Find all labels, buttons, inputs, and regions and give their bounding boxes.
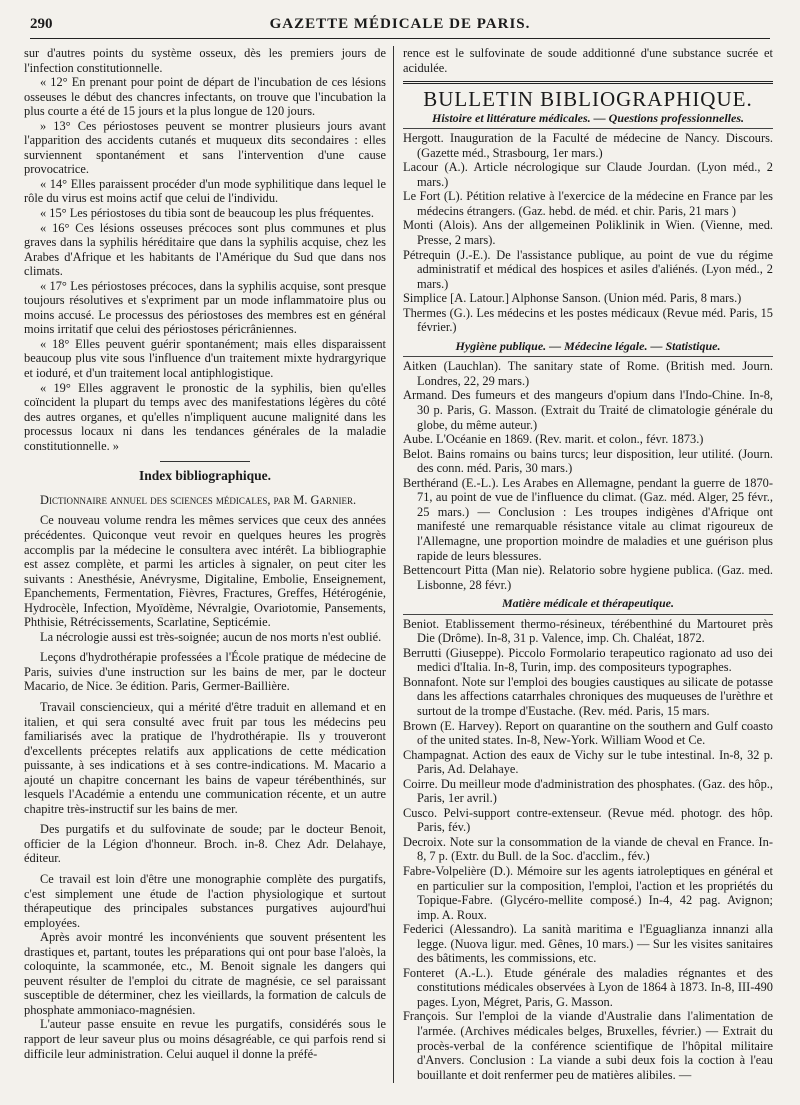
divider [403,614,773,615]
biblio-entry: Brown (E. Harvey). Report on quarantine on the southern and Gulf coasto of the united states. In-8, New-York. William Wood et Ce. [403,718,773,748]
section-heading: Hygiène publique. — Médecine légale. — Statistique. [455,338,721,353]
biblio-entry: François. Sur l'emploi de la viande d'Australie dans l'alimentation de l'armée. (Archives médicales belges, Bruxelles, février.) — Extrait du procès-verbal de la conférence scientifique de l'hôpital militaire d'Anvers. Conclusion : La viande a subi deux fois la coction à l'eau bouillante et doit renfermer peu de matières alibiles. — [403,1009,773,1082]
biblio-entry: Decroix. Note sur la consommation de la viande de cheval en France. In-8, 7 p. (Extr. du Bull. de la Soc. d'acclim., fév.) [403,834,773,864]
biblio-entry: Simplice [A. Latour.] Alphonse Sanson. (Union méd. Paris, 8 mars.) [403,291,742,306]
paragraph: « 16° Ces lésions osseuses précoces sont plus communes et plus graves dans la syphilis héréditaire que dans la syphilis acquise, chez les Arabes d'Afrique et les habitants de l'Amérique du Sud que dans nos climats. [24,220,386,279]
biblio-entry: Federici (Alessandro). La sanità maritima e l'Eguaglianza innanzi alla legge. (Nuova ligur. med. Gênes, 10 mars.) — Sur les visites sanitaires des bâtiments, les commissions, etc. [403,922,773,966]
paragraph: « 19° Elles aggravent le pronostic de la syphilis, bien qu'elles coïncident la plupart du temps avec des manifestations légères du côté des autres organes, et qu'elles n'impliquent aucune malignité dans les processus locaux ni dans les tendances générales de la maladie constitutionnelle. » [24,380,386,453]
review-paragraph: Ce nouveau volume rendra les mêmes services que ceux des années précédentes. Quiconque veut revoir en quelques heures les progrès accomplis par la médecine le consultera avec intérêt. La bibliographie est assez complète, et parmi les articles à signaler, on peut citer les suivants : Anesthésie, Anévrysme, Digitaline, Embolie, Enseignement, Epanchements, Fermentation, Fièvres, Fractures, Greffes, Hétérogénie, Hydrocèle, Infection, Myoïdème, Névralgie, Ovariotomie, Pansements, Phthisie, Rétrécissements, Scarlatine, Septicémie. [24,513,386,630]
book-title: Des purgatifs et du sulfovinate de soude; par le docteur Benoit, officier de la Légion d'honneur. Broch. in-8. Chez Adr. Delahaye, éditeur. [24,822,386,866]
biblio-entry: Monti (Alois). Ans der allgemeinen Poliklinik in Wien. (Vienne, med. Presse, 2 mars). [403,218,773,248]
biblio-entry: Le Fort (L). Pétition relative à l'exercice de la médecine en France par les médecins étrangers. (Gaz. hebd. de méd. et chir. Paris, 21 mars ) [403,189,773,218]
paragraph: sur d'autres points du système osseux, dès les premiers jours de l'infection constitutionnelle. [24,46,386,75]
biblio-entry: Fonteret (A.-L.). Etude générale des maladies régnantes et des constitutions médicales observées à Lyon de 1864 à 1873. In-8, III-490 pages. Lyon, Mégret, Paris, G. Masson. [403,965,773,1009]
biblio-entry: Berrutti (Giuseppe). Piccolo Formolario terapeutico ragionato ad uso dei medici d'Italia. In-8, Turin, imp. des compositeurs typographes. [403,645,773,675]
biblio-entry: Aitken (Lauchlan). The sanitary state of Rome. (British med. Journ. Londres, 22, 29 mars.) [403,359,773,388]
journal-title: GAZETTE MÉDICALE DE PARIS. [269,16,531,32]
divider [403,356,773,357]
bulletin-heading: BULLETIN BIBLIOGRAPHIQUE. [403,81,773,107]
biblio-entry: Belot. Bains romains ou bains turcs; leur disposition, leur utilité. (Journ. des conn. méd. Paris, 30 mars.) [403,446,773,476]
biblio-entry: Bonnafont. Note sur l'emploi des bougies caustiques au silicate de potasse dans les affections catarrhales chroniques des muqueuses de l'urèthre et surtout de la trompe d'Eustache. (Rev. méd. Paris, 15 mars. [403,674,773,718]
biblio-entry: Pétrequin (J.-E.). De l'assistance publique, au point de vue du régime administratif et médical des hospices et asiles d'aliénés. (Lyon méd., 2 mars.) [403,247,773,291]
paragraph: « 17° Les périostoses précoces, dans la syphilis acquise, sont presque toujours résolutives et s'expriment par un mode inflammatoire plus ou moins accusé. Le processus des périostoses des membres est en général moins irritatif que celui des périostoses péricrâniennes. [24,278,386,337]
page-header [30,16,770,39]
review-paragraph: Ce travail est loin d'être une monographie complète des purgatifs, c'est simplement une étude de l'action physiologique et surtout thérapeutique des principales substances purgatives aujourd'hui employées. [24,871,386,930]
biblio-entry: Fabre-Volpelière (D.). Mémoire sur les agents iatroleptiques en général et en particulier sur la composition, l'emploi, l'action et les propriétés du Topique-Fabre. (Glycéro-mellite composé.) In-4, 42 pag. Avignon; imp. A. Roux. [403,863,773,922]
left-column [24,46,386,1061]
paragraph: » 13° Ces périostoses peuvent se montrer plusieurs jours avant l'apparition des accidents cutanés et muqueux dits secondaires : elles surviennent spontanément et sans l'intervention d'une cause provocatrice. [24,118,386,177]
biblio-entry: Aube. L'Océanie en 1869. (Rev. marit. et colon., févr. 1873.) [403,432,704,447]
biblio-entry: Lacour (A.). Article nécrologique sur Claude Jourdan. (Lyon méd., 2 mars.) [403,160,773,189]
paragraph: « 12° En prenant pour point de départ de l'incubation de ces lésions osseuses le début des chancres infectants, on trouve que l'incubation la plus courte a été de 15 jours et la plus longue de 120 jours. [24,75,386,119]
biblio-entry: Thermes (G.). Les médecins et les postes médicaux (Revue méd. Paris, 15 février.) [403,305,773,335]
biblio-entry: Coirre. Du meilleur mode d'administration des phosphates. (Gaz. des hôp., Paris, 1er avril.) [403,776,773,806]
paragraph: « 15° Les périostoses du tibia sont de beaucoup les plus fréquentes. [40,206,374,221]
paragraph: rence est le sulfovinate de soude additionné d'une substance sucrée et acidulée. [403,46,773,75]
index-heading: Index bibliographique. [24,461,386,484]
column-divider [393,46,394,1083]
right-column [403,46,773,1082]
biblio-entry: Armand. Des fumeurs et des mangeurs d'opium dans l'Indo-Chine. In-8, 30 p. Paris, G. Masson. (Extrait du Traité de climatologie générale du globe, du même auteur.) [403,388,773,432]
review-paragraph: Après avoir montré les inconvénients que souvent présentent les drastiques et, partant, toutes les préparations qui ont pour base l'aloès, la coloquinte, la scammonée, etc., M. Benoit signale les dangers qui peuvent résulter de l'emploi du citrate de magnésie, ce sel paraissant susceptible de déterminer, chez les vieillards, la formation de calculs de phosphate ammoniaco-magnésien. [24,930,386,1017]
paragraph: « 14° Elles paraissent procéder d'un mode syphilitique dans lequel le rôle du virus est moins actif que celui de l'individu. [24,176,386,206]
review-paragraph: L'auteur passe ensuite en revue les purgatifs, considérés sous le rapport de leur saveur plus ou moins désagréable, ce qui parfois rend si difficile leur administration. Celui auquel il donne la préfé- [24,1017,386,1061]
page-number: 290 [30,16,53,32]
biblio-entry: Berthérand (E.-L.). Les Arabes en Allemagne, pendant la guerre de 1870-71, au point de vue de l'influence du climat. (Gaz. méd. Alger, 25 févr., 25 mars.) — Conclusion : Les troupes indigènes d'Afrique ont manifesté une remarquable résistance vitale au climat rigoureux de l'Allemagne, une proportion moindre de maladies et une guérison plus rapide de leurs blessures. [403,475,773,563]
biblio-entry: Beniot. Etablissement thermo-résineux, térébenthiné du Martouret près Die (Drôme). In-8, 31 p. Valence, imp. Ch. Chaléat, 1872. [403,616,773,646]
book-title: Leçons d'hydrothérapie professées a l'École pratique de médecine de Paris, suivies d'une instruction sur les bains de mer, par le docteur Macario, de Nice. 3e édition. Paris, Germer-Baillière. [24,650,386,694]
paragraph: « 18° Elles peuvent guérir spontanément; mais elles disparaissent beaucoup plus vite sous l'influence d'un traitement mixte hydrargyrique et ioduré, et d'un traitement local antiphlogistique. [24,336,386,381]
divider [403,128,773,129]
biblio-entry: Bettencourt Pitta (Man nie). Relatorio sobre hygiene publica. (Gaz. med. Lisbonne, 28 févr.) [403,563,773,592]
biblio-entry: Champagnat. Action des eaux de Vichy sur le tube intestinal. In-8, 32 p. Paris, Ad. Delahaye. [403,747,773,777]
section-heading: Matière médicale et thérapeutique. [502,596,674,611]
section-heading: Histoire et littérature médicales. — Questions professionnelles. [432,110,744,125]
book-title: Dictionnaire annuel des sciences médicales, par M. Garnier. [40,492,357,507]
review-paragraph: Travail consciencieux, qui a mérité d'être traduit en allemand et en italien, et qui sera consulté avec fruit par tous les médecins peu familiarisés avec la pratique de l'hydrothérapie. Ils y trouveront d'excellents préceptes relatifs aux applications de cette médication puissante, à ses indications et à ses contre-indications. M. Macario a ajouté un chapitre concernant les bains de vapeur térébenthinés, sur lesquels l'Académie a entendu une communication récente, et un autre chapitre très-instructif sur les bains de mer. [24,699,386,816]
biblio-entry: Cusco. Pelvi-support contre-extenseur. (Revue méd. photogr. des hôp. Paris, fév.) [403,805,773,835]
biblio-entry: Hergott. Inauguration de la Faculté de médecine de Nancy. Discours. (Gazette méd., Strasbourg, 1er mars.) [403,131,773,160]
review-paragraph: La nécrologie aussi est très-soignée; aucun de nos morts n'est oublié. [40,629,382,644]
